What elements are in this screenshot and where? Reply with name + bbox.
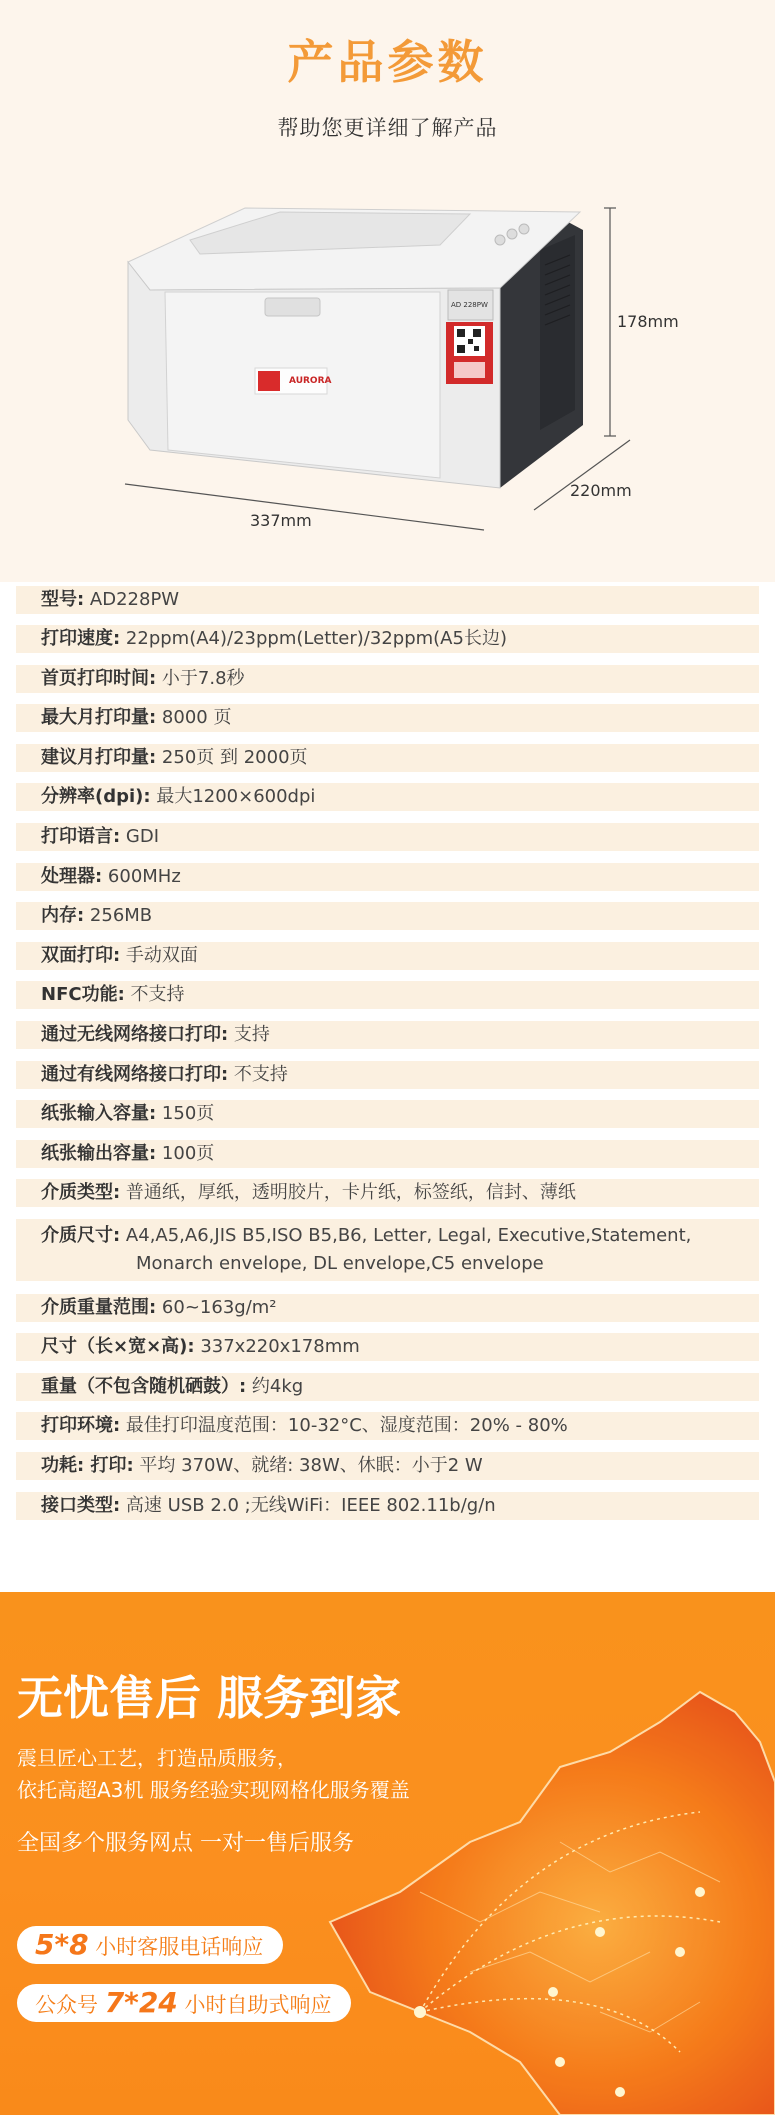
spec-row-wired: 通过有线网络接口打印: 不支持 — [16, 1061, 759, 1089]
spec-row-first-page: 首页打印时间: 小于7.8秒 — [16, 665, 759, 693]
wechat-badge: 公众号 7*24 小时自助式响应 — [17, 1984, 351, 2022]
printer-illustration — [0, 0, 775, 582]
spec-row-recommended-monthly: 建议月打印量: 250页 到 2000页 — [16, 744, 759, 772]
spec-row-duplex: 双面打印: 手动双面 — [16, 942, 759, 970]
spec-row-power: 功耗: 打印: 平均 370W、就绪: 38W、休眠：小于2 W — [16, 1452, 759, 1480]
service-title: 无忧售后 服务到家 — [17, 1671, 402, 1725]
hotline-badge: 5*8 小时客服电话响应 — [17, 1926, 283, 1964]
spec-row-media-type: 介质类型: 普通纸，厚纸，透明胶片，卡片纸，标签纸，信封、薄纸 — [16, 1179, 759, 1207]
service-line-1: 震旦匠心工艺，打造品质服务， — [17, 1746, 297, 1770]
spec-row-input-capacity: 纸张输入容量: 150页 — [16, 1100, 759, 1128]
page-title: 产品参数 — [287, 35, 488, 89]
spec-row-max-monthly: 最大月打印量: 8000 页 — [16, 704, 759, 732]
spec-row-processor: 处理器: 600MHz — [16, 863, 759, 891]
spec-row-environment: 打印环境: 最佳打印温度范围：10-32°C、湿度范围：20% - 80% — [16, 1412, 759, 1440]
service-banner — [0, 1592, 775, 2115]
spec-row-wireless: 通过无线网络接口打印: 支持 — [16, 1021, 759, 1049]
front-logo-cn: 震旦 — [282, 382, 296, 390]
spec-row-weight: 重量（不包含随机硒鼓）: 约4kg — [16, 1373, 759, 1401]
spec-row-interface: 接口类型: 高速 USB 2.0 ;无线WiFi：IEEE 802.11b/g/n — [16, 1492, 759, 1520]
spec-row-media-weight: 介质重量范围: 60~163g/m² — [16, 1294, 759, 1322]
spec-table — [0, 582, 775, 1592]
front-logo-en: AURORA — [289, 376, 332, 386]
spec-row-output-capacity: 纸张输出容量: 100页 — [16, 1140, 759, 1168]
side-model-label: AD 228PW — [451, 301, 488, 309]
spec-row-media-size: 介质尺寸: A4,A5,A6,JIS B5,ISO B5,B6, Letter, Legal, Executive,Statement, Monarch envelope, DL envelope,C5 envelope — [16, 1219, 759, 1281]
spec-row-memory: 内存: 256MB — [16, 902, 759, 930]
height-label: 178mm — [617, 312, 679, 331]
width-label: 337mm — [250, 511, 312, 530]
service-line-2: 依托高超A3机 服务经验实现网格化服务覆盖 — [17, 1778, 410, 1802]
spec-row-language: 打印语言: GDI — [16, 823, 759, 851]
spec-row-speed: 打印速度: 22ppm(A4)/23ppm(Letter)/32ppm(A5长边) — [16, 625, 759, 653]
spec-row-model: 型号: AD228PW — [16, 586, 759, 614]
product-hero — [0, 0, 775, 582]
spec-row-nfc: NFC功能: 不支持 — [16, 981, 759, 1009]
service-line-3: 全国多个服务网点 一对一售后服务 — [17, 1831, 354, 1856]
depth-label: 220mm — [570, 481, 632, 500]
spec-row-resolution: 分辨率(dpi): 最大1200×600dpi — [16, 783, 759, 811]
page-subtitle: 帮助您更详细了解产品 — [277, 116, 498, 140]
spec-row-dimensions: 尺寸（长×宽×高): 337x220x178mm — [16, 1333, 759, 1361]
printer-body — [128, 208, 583, 488]
